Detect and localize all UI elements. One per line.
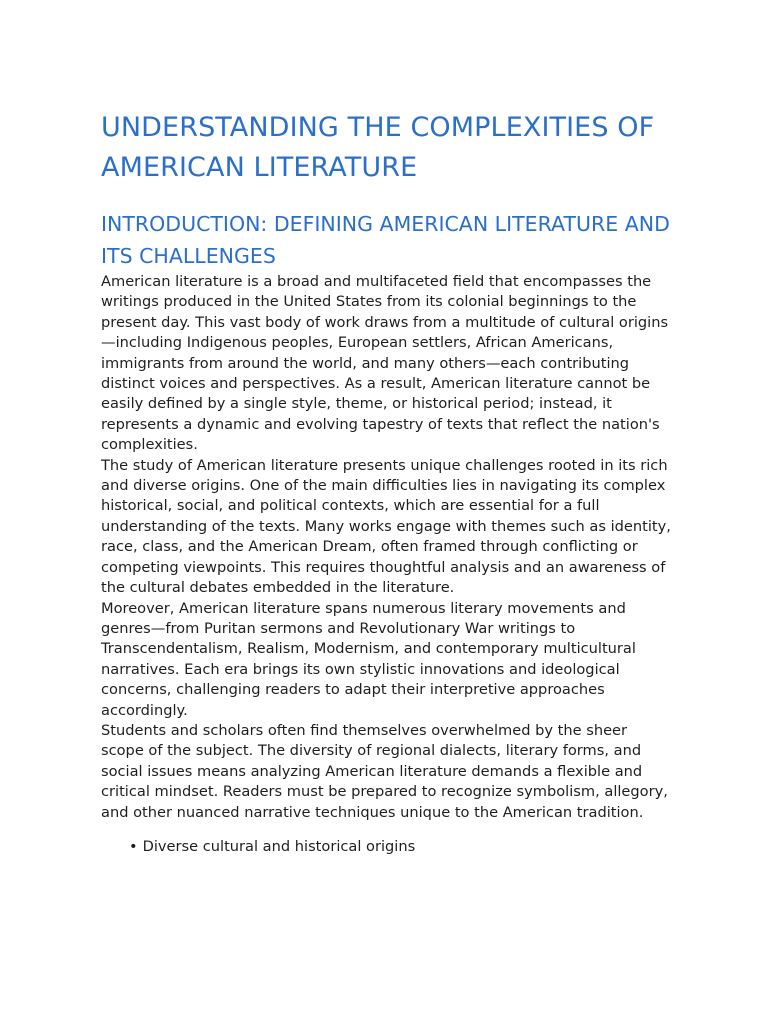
- bullet-marker: •: [129, 837, 138, 855]
- section-heading: INTRODUCTION: DEFINING AMERICAN LITERATURE AND ITS CHALLENGES: [101, 212, 670, 268]
- list-item-text: Diverse cultural and historical origins: [142, 837, 416, 855]
- body-paragraph: Moreover, American literature spans numerous literary movements and genres—from Puritan sermons and Revolutionary War writings to Transcendentalism, Realism, Modernism, and contemporary multicultural narratives. Each era brings its own stylistic innovations and ideological concerns, challenging readers to adapt their interpretive approaches accordingly.: [101, 599, 636, 719]
- document-content: [101, 108, 671, 857]
- body-paragraph: American literature is a broad and multifaceted field that encompasses the writings produced in the United States from its colonial beginnings to the present day. This vast body of work draws from a multitude of cultural origins—including Indigenous peoples, European settlers, African Americans, immigrants from around the world, and many others—each contributing distinct voices and perspectives. As a result, American literature cannot be easily defined by a single style, theme, or historical period; instead, it represents a dynamic and evolving tapestry of texts that reflect the nation's complexities.: [101, 273, 669, 454]
- body-paragraph: Students and scholars often find themselves overwhelmed by the sheer scope of the subject. The diversity of regional dialects, literary forms, and social issues means analyzing American literature demands a flexible and critical mindset. Readers must be prepared to recognize symbolism, allegory, and other nuanced narrative techniques unique to the American tradition.: [101, 721, 668, 821]
- bullet-list: [101, 837, 671, 857]
- body-paragraph: The study of American literature presents unique challenges rooted in its rich and diverse origins. One of the main difficulties lies in navigating its complex historical, social, and political contexts, which are essential for a full understanding of the texts. Many works engage with themes such as identity, race, class, and the American Dream, often framed through conflicting or competing viewpoints. This requires thoughtful analysis and an awareness of the cultural debates embedded in the literature.: [101, 456, 671, 597]
- list-item: [129, 837, 671, 857]
- document-title: UNDERSTANDING THE COMPLEXITIES OF AMERICAN LITERATURE: [101, 112, 655, 183]
